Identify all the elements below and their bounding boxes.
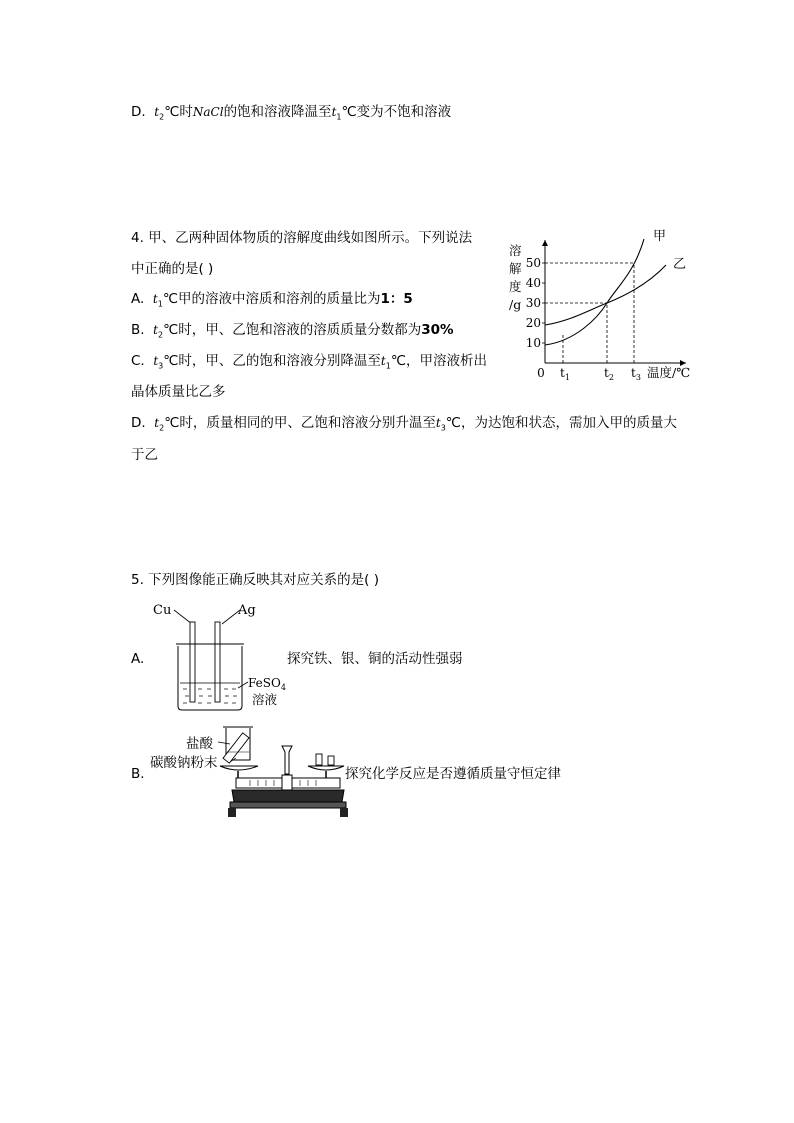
weight (328, 756, 334, 765)
q4-stem-line1: 4. 甲、乙两种固体物质的溶解度曲线如图所示。下列说法 (131, 230, 473, 246)
series-yi-line (545, 265, 666, 325)
q4-option-d (131, 414, 677, 438)
y-tick-label: 10 (525, 336, 541, 350)
text: ℃时，甲、乙饱和溶液的溶质质量分数都为 (163, 322, 422, 338)
subscript: 1 (157, 299, 163, 309)
q5-option-b-desc: 探究化学反应是否遵循质量守恒定律 (345, 766, 561, 782)
subscript: 3 (158, 361, 164, 371)
x-axis-label: 温度/℃ (647, 365, 691, 380)
cu-label: Cu (153, 603, 172, 618)
subscript: 2 (159, 423, 165, 433)
q4-option-a (131, 290, 413, 314)
weight (316, 754, 322, 765)
balance-base (232, 790, 344, 802)
text: ℃，为达饱和状态，需加入甲的质量大 (445, 415, 677, 431)
cu-electrode (190, 622, 195, 702)
balance-diagram (150, 722, 345, 822)
q4-stem-line2: 中正确的是( ) (131, 261, 214, 277)
text: 的饱和溶液降温至 (223, 104, 332, 120)
subscript: 2 (159, 112, 165, 122)
ratio: 1：5 (380, 291, 413, 307)
y-tick-label: 50 (525, 256, 541, 270)
q5-stem: 5. 下列图像能正确反映其对应关系的是( ) (131, 572, 379, 588)
q4-option-c (131, 352, 487, 376)
q5-option-b-label: B. (131, 766, 145, 782)
ag-electrode (215, 622, 220, 702)
right-pan (308, 766, 344, 770)
t-symbol: t (153, 323, 158, 337)
text: ℃变为不饱和溶液 (341, 104, 452, 120)
t-symbol: t (435, 416, 441, 430)
t-symbol: t (154, 105, 160, 119)
text: ℃时，质量相同的甲、乙饱和溶液分别升温至 (164, 415, 436, 431)
solution-label: 溶液 (252, 692, 278, 707)
q4-option-b (131, 321, 454, 345)
y-axis-arrow (542, 240, 548, 246)
q5-option-a-label: A. (131, 651, 145, 667)
option-label: C. (131, 353, 145, 369)
subscript: 3 (440, 423, 446, 433)
y-tick-label: 20 (525, 316, 541, 330)
t-symbol: t (331, 105, 337, 119)
t-symbol: t (152, 292, 158, 306)
y-tick-label: 40 (525, 276, 541, 290)
solubility-chart (500, 220, 700, 385)
x-tick-label: $t_1$ (560, 366, 570, 382)
beaker-diagram (150, 598, 285, 713)
option-label: B. (131, 322, 145, 338)
nacl-formula: NaCl (192, 105, 224, 119)
percent: 30% (421, 322, 454, 338)
beaker (178, 646, 242, 710)
q4-option-d-line2: 于乙 (131, 447, 158, 463)
q5-option-a-desc: 探究铁、银、铜的活动性强弱 (287, 651, 463, 667)
text: ℃时，甲、乙的饱和溶液分别降温至 (163, 353, 381, 369)
t-symbol: t (153, 354, 159, 368)
series-jia-label: 甲 (653, 229, 667, 244)
y-axis-label-char: 溶 (509, 243, 522, 258)
t-symbol: t (380, 354, 386, 368)
series-jia-line (545, 239, 644, 345)
q4-option-c-line2: 晶体质量比乙多 (131, 384, 226, 400)
y-tick-label: 30 (525, 296, 541, 310)
text: ℃时 (164, 104, 193, 120)
t-symbol: t (154, 416, 160, 430)
option-label: D. (131, 415, 146, 431)
x-tick-label: $t_3$ (631, 366, 641, 382)
origin-label: 0 (537, 366, 545, 380)
q3-option-d (131, 103, 451, 127)
powder-label: 碳酸钠粉末 (150, 755, 218, 771)
option-label: D. (131, 104, 146, 120)
text: ℃甲的溶液中溶质和溶剂的质量比为 (162, 291, 381, 307)
subscript: 1 (336, 112, 342, 122)
text: ℃，甲溶液析出 (390, 353, 487, 369)
feso4-label: FeSO$_4$ (248, 676, 286, 692)
x-tick-label: $t_2$ (604, 366, 614, 382)
ag-label: Ag (238, 603, 256, 618)
pointer-pillar (282, 746, 292, 774)
subscript: 1 (385, 361, 391, 371)
y-axis-label-char: 度 (509, 279, 522, 294)
option-label: A. (131, 291, 145, 307)
y-axis-label-char: /g (509, 297, 522, 312)
y-axis-label-char: 解 (509, 261, 522, 276)
left-pan (220, 766, 258, 770)
acid-label: 盐酸 (186, 736, 213, 752)
test-tube (223, 733, 249, 763)
subscript: 2 (157, 330, 164, 340)
series-yi-label: 乙 (673, 257, 687, 272)
